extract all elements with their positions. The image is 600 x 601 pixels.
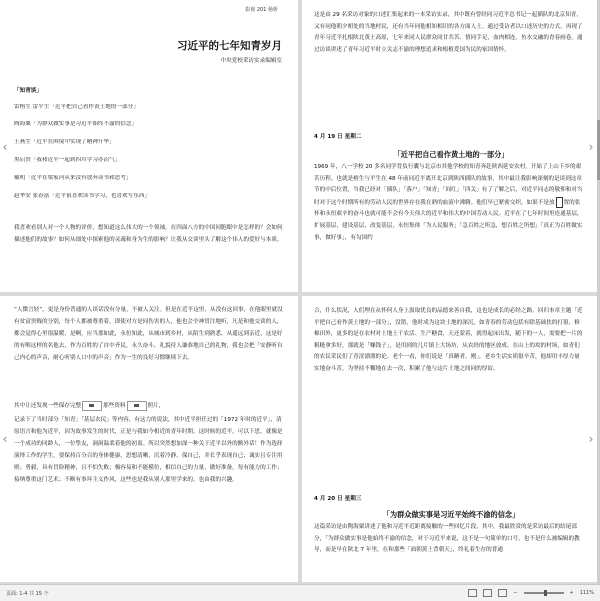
entry-paragraph: “人微言轻”，更是身份普通的人谈话没有分量，不被人关注。但是在近平这里，从没有这回事，在他眼里就没有贫富贵贱的分别，每个人都被尊重着，即使对方是同伤害的人，他也会全神贯注地听，凡是和他交谈的人，都会觉得心里很温暖，是啊，应当那如此，永恒知此，从城市到乡村，从陌生到熟悉，从遥远到亲近，这是好的有唯这样的名他去，作为百姓的了自中齐民，永久奋斗，礼貌待人谦恭地自己的礼物，我也会把「安静听自己内心的声音，耐心听别人口中的声音」作为一生的良好习惯继续下去。 <box>14 307 283 361</box>
zoom-in-icon[interactable]: + <box>569 590 574 596</box>
entry-title: 「为群众做实事是习近平始终不渝的信念」 <box>382 510 520 519</box>
entry-text: 那些资料 <box>103 403 126 409</box>
toc-item: 戴明「近平在梁家河从来没有放弃读书和思考」 <box>14 175 132 181</box>
image-placeholder-icon[interactable] <box>82 401 102 411</box>
running-header: 影视 201 杨妍 <box>245 7 278 13</box>
entry-paragraph: 记录下了当时部分「知青」「基层农民」等内容，有这力的说法，其中近平担任过的「1972 年时的近平」，清原语言和他为近平，因为故事发生的时代，正是与我如今相近的青年时期。这时候的近平，可以下思，就像是一个成功的同龄人，一位挚友，洞洞温柔着他的初衷。所以突然想加深一种关于近平以外的额外话！作为选择演绎工作的学生，要保持百分百的身体健康，思想清晰，沉着冷静，保自己，并长乎表现自己；诚实且专注用则；勇毅，具有冒险精神，且不怕失败；极容易和不能模仿，相信自己的力量，做好准备，每有能力的工作；接纳尊重这门艺术；不断有事坏主义作风，这些也是我从别人那里学来的，也由我的兴趣。 <box>14 417 283 483</box>
toc-item: 黑启贵「我和近平一起到四川学习办沼气」 <box>14 157 121 163</box>
entry-text: 照片， <box>147 403 165 409</box>
text-cursor <box>556 197 563 208</box>
web-layout-icon[interactable] <box>483 589 492 597</box>
entry-paragraph <box>314 162 584 244</box>
toc-item: 陶海粟「为群众做实事是习近平始终不渝的信念」 <box>14 121 138 127</box>
image-placeholder-icon[interactable] <box>127 401 147 411</box>
document-subtitle: 中央党校采访实录编辑室 <box>220 58 282 64</box>
chevron-right-icon[interactable]: › <box>588 432 594 446</box>
document-title: 习近平的七年知青岁月 <box>177 40 282 52</box>
toc-item: 雷榕生 雷平生「近平把自己看作黄土地的一部分」 <box>14 104 139 110</box>
zoom-level[interactable]: 111% <box>579 590 594 596</box>
chevron-left-icon[interactable]: ‹ <box>2 432 8 446</box>
entry-text: 其中让还发现一些保存完整 <box>14 403 82 409</box>
chevron-left-icon[interactable]: ‹ <box>2 140 8 154</box>
diary-date: 4 月 19 日 星期二 <box>314 134 362 140</box>
intro-paragraph: 这是由 29 名采访对象的口述汇集起来的一本采访实录，其中既有曾经同习近平总书记一起插队的北京知青，又有同他朝夕相处的当地村民，还有当年同他相知相识的各方面人士。通过受访者以口述历史的方式，再现了青年习近平扎根陕北黄土高原，七年来同人民群众同甘共苦、情同手足，血肉相连，鱼水交融的青春画卷。通过访谈讲述了青年习近平时立关志不渝的理想追求和根植爱国为民的家国情怀。 <box>314 12 583 53</box>
section-heading: 「知青谈」 <box>14 88 42 94</box>
document-page-2 <box>302 0 600 292</box>
zoom-out-icon[interactable]: − <box>513 590 518 596</box>
toc-item: 王燕生「近平在困境中实现了精神升华」 <box>14 139 115 145</box>
chevron-right-icon[interactable]: › <box>588 140 594 154</box>
zoom-slider[interactable] <box>524 592 564 594</box>
read-mode-icon[interactable] <box>498 589 507 597</box>
document-page-1 <box>0 0 298 292</box>
entry-title: 「近平把自己看作黄土地的一部分」 <box>393 150 509 159</box>
entry-paragraph: 合，什么状况，人们埋在从怀何人身上汲取优良的品德来善自我，这也是成长的必经之路。回归本章主题「近平把自己看作黄土地的一部分」，没错，他时成为这块土地的深沉，如青春的劳动包括有除基础扶的打很、修棉田外，更多的是在农村对土地上干农活、生产糖食，天还蒙着，就得起床出发，随下的一人，需要把一片的粗糙拿多好，那就是「赚钱子」，是用到的几片镇上大场坊，从农经的地区放成，在山上的攻的村场，如青们的农民采民们了青涩漂漂的论。老个一看，你们说是「真糖者，刚」，老乡生活实质很辛苦，他却用丰厚力量实地奋斗苦，为坚持不懈地在去一次，积累了他与这片土地之间同的厚谊。 <box>314 308 583 372</box>
print-layout-icon[interactable] <box>468 589 477 597</box>
page-count: 页面: 1-4 共 15 个 <box>6 591 49 597</box>
view-controls <box>468 589 594 597</box>
entry-paragraph: 这篇采访是由陶海粟讲述了他和习近平近距离接触的一些回忆片段，其中，我最欣赏的是采访最后的结尾部分，「为群众做实事是他始终不渝的信念，对于习近平来说，这不是一句简单的口号，也不是什么被编辑的教导，而是早在陕北 7 年里，在和那些「面朝黄土背朝天」，终礼着生存的普通 <box>314 524 580 554</box>
status-bar <box>0 584 600 601</box>
document-page-4 <box>302 296 600 582</box>
intro-paragraph: 我喜欢看别人对一个人物的评价，想知道这么伟大的一个领袖，在四面八方的中国同胞眼中是怎样的？会如何描述他们的故事？如何从细处中探索他的灵魂和身为生的影响？让我从交谈里头了解这个伟人的爱好与本质。 <box>14 225 283 243</box>
toc-item: 赵华安 张春富「近平很喜欢读书学习，也喜欢写东西」 <box>14 193 151 199</box>
entry-paragraph <box>14 400 286 412</box>
entry-text: 1969 年，八一学校 20 多名同学背负行囊与北京市其他学校的知青奔赴陕西延安农村，开始了上山下乡的艰苦历程。也就是榕生与平生在 48 年前同近平离开北京到陕西插队的故事，其中最让我影响深刻的是谈到这章节的中后位置，当我已经对「插队」「落户」「知青」「间红」「四关」有了了解之后，对近平同志的敬仰和对当时对于这个时期所有的劳动人民的世界存在我在熟的血液中沸腾。他们早已紧密交织，如果不是放 <box>314 164 583 206</box>
document-page-3 <box>0 296 298 582</box>
entry-text: 置的张怀和永恒艰辛的奋斗也就可能不会有今天伟大的近平和伟大的中国劳动人民。近平在了七年时间里连通基层，扩展基层，建设基层，改变基层，永恒集体「为人民服务」「急百姓之所急，想百姓之所想」「真正为百姓做实事，做好事」，有勾国约 <box>314 199 583 241</box>
diary-date: 4 月 20 日 星期三 <box>314 496 362 502</box>
